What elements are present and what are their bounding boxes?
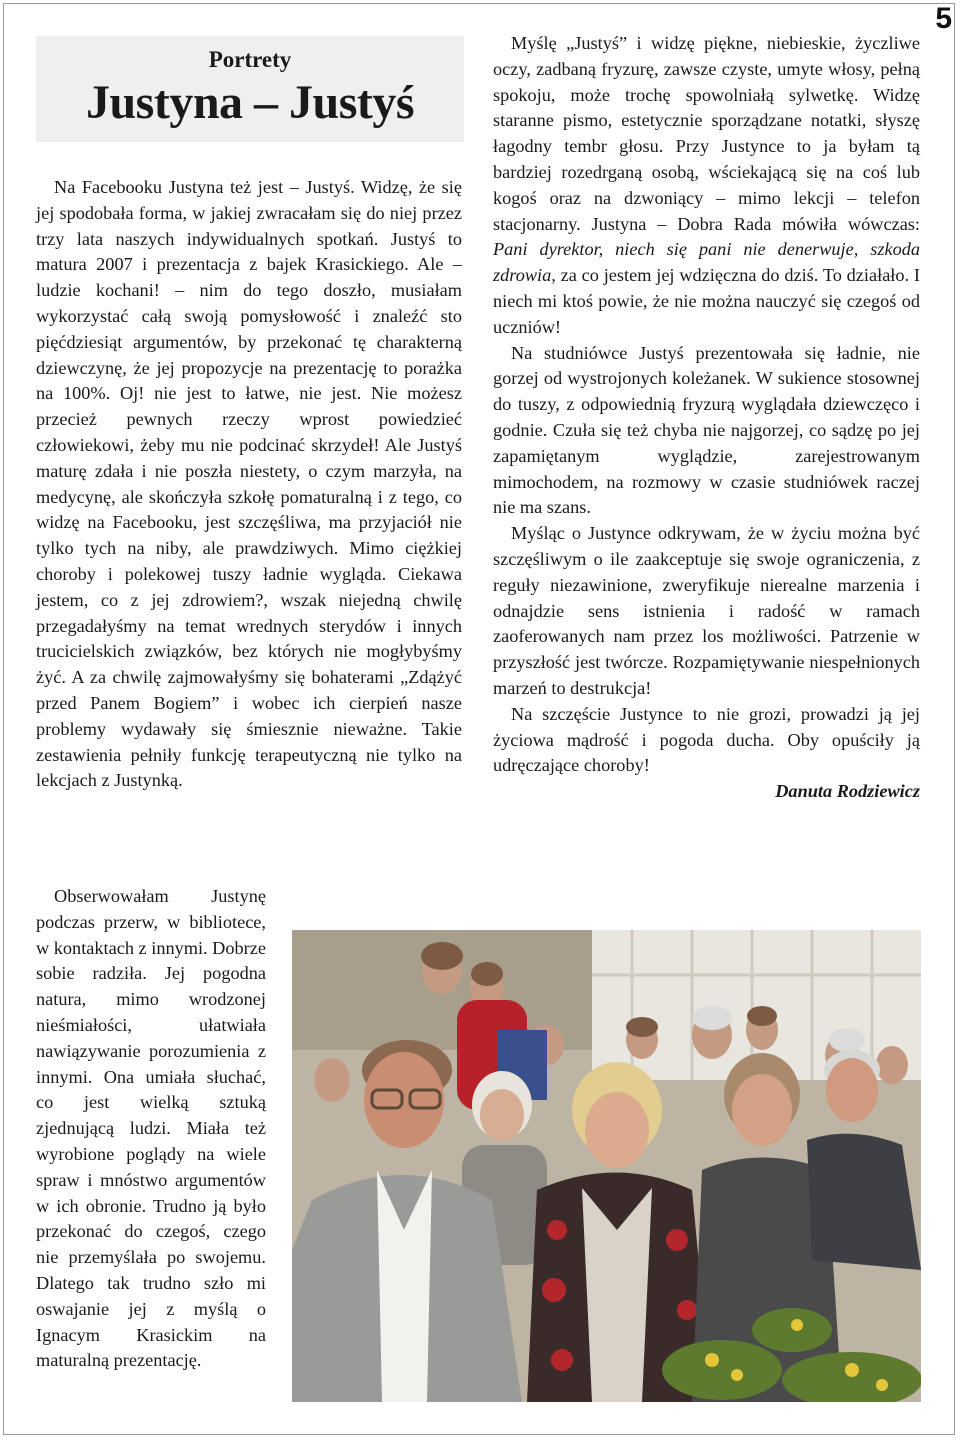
page-number: 5 bbox=[935, 2, 952, 35]
paragraph-3-text-a: Myślę „Justyś” i widzę piękne, niebieskie, życzliwe oczy, zadbaną fryzurę, zawsze czyste, umyte włosy, pełną spokoju, może trochę spowolniałą sylwetkę. Widzę staranne pismo, estetycznie sporządzane notatki, słyszę łagodny tembr głosu. Przy Justynce to ja byłam tą bardziej rozedrganą osobą, wściekającą się na coś lub kogoś oraz na dzwoniący – mimo lekcji – telefon stacjonarny. Justyna – Dobra Rada mówiła wówczas: bbox=[493, 33, 920, 234]
author-signature: Danuta Rodziewicz bbox=[775, 781, 920, 802]
event-photo bbox=[292, 930, 921, 1402]
left-column bbox=[36, 175, 462, 794]
title-box bbox=[36, 36, 464, 142]
paragraph-6: Na szczęście Justynce to nie grozi, prowadzi ją jej życiowa mądrość i pogoda ducha. Oby opuściły ją udręczające choroby! bbox=[493, 703, 920, 776]
article-title: Justyna – Justyś bbox=[85, 76, 415, 129]
audience-photo-illustration bbox=[292, 930, 921, 1402]
quoted-speech: Pani dyrektor, niech się pani nie denerwuje, szkoda zdrowia, bbox=[493, 239, 920, 286]
right-column bbox=[493, 31, 920, 805]
paragraph-5: Myśląc o Justynce odkrywam, że w życiu można być szczęśliwym o ile zaakceptuje się swoje ograniczenia, z reguły niezawinione, zweryfikuje nierealne marzenia i odnajdzie sens istnienia i radość w ramach zaoferowanych nam przez los możliwości. Patrzenie w przyszłość jest twórcze. Rozpamiętywanie niespełnionych marzeń to destrukcja! bbox=[493, 523, 920, 698]
paragraph-4: Na studniówce Justyś prezentowała się ładnie, nie gorzej od wystrojonych koleżanek. W sukience stosownej do tuszy, z odpowiednią fryzurą wyglądała dziewczęco i godnie. Czuła się też chyba nie najgorzej, co sądzę po jej zapamiętanym wyglądzie, zarejestrowanym mimochodem, na rozmowy w czasie studniówek raczej nie ma szans. bbox=[493, 342, 920, 518]
paragraph-3 bbox=[493, 31, 920, 341]
section-label: Portrety bbox=[208, 47, 292, 72]
paragraph-2: Obserwowałam Justynę podczas przerw, w bibliotece, w kontaktach z innymi. Dobrze sobie radziła. Jej pogodna natura, mimo wrodzonej nieśmiałości, ułatwiała nawiązywanie porozumienia z innymi. Ona umiała słuchać, co jest wielką sztuką zjednującą ludzi. Miała też wyrobione poglądy na wiele spraw i mnóstwo argumentów w ich obronie. Trudno ją było przekonać do czegoś, czego nie przemyślała po swojemu. Dlatego tak trudno szło mi oswajanie jej z myślą o Ignacym Krasickim na maturalną prezentację. bbox=[36, 886, 266, 1371]
paragraph-1: Na Facebooku Justyna też jest – Justyś. Widzę, że się jej spodobała forma, w jakiej zwracałam się do niej przez trzy lata naszych indywidualnych spotkań. Justyś to matura 2007 i prezentacja z bajek Krasickiego. Ale – ludzie kochani! – nim do tego doszło, musiałam wykorzystać całą swoją pomysłowość i znaleźć sto pięćdziesiąt argumentów, by przekonać tę charakterną dziewczynę, że jej propozycje na prezentację to porażka na 100%. Oj! nie jest to łatwe, nie jest. Nie możesz przecież pewnych rzeczy wprost powiedzieć człowiekowi, żeby mu nie podcinać skrzydeł! Ale Justyś maturę zdała i nie poszła niestety, o czym marzyła, na medycynę, ale skończyła szkołę pomaturalną i z tego, co widzę na Facebooku, jest szczęśliwa, ma przyjaciół nie tylko tych na niby, ale prawdziwych. Mimo ciężkiej choroby i polekowej tuszy ładnie wygląda. Ciekawa jestem, co z jej zdrowiem?, wszak niejedną chwilę przegadałyśmy na temat wrednych sterydów i innych trucicielskich związków, bez których nie mogłybyśmy żyć. A za chwilę zajmowałyśmy się bohaterami „Zdążyć przed Panem Bogiem” i wobec ich cierpień nasze problemy wydawały się śmiesznie nieważne. Takie zestawienia pełniły funkcję terapeutyczną nie tylko na lekcjach z Justynką. bbox=[36, 177, 462, 791]
paragraph-3-text-b: za co jestem jej wdzięczna do dziś. To działało. I niech mi ktoś powie, że nie można nauczyć się czegoś od uczniów! bbox=[493, 265, 920, 337]
